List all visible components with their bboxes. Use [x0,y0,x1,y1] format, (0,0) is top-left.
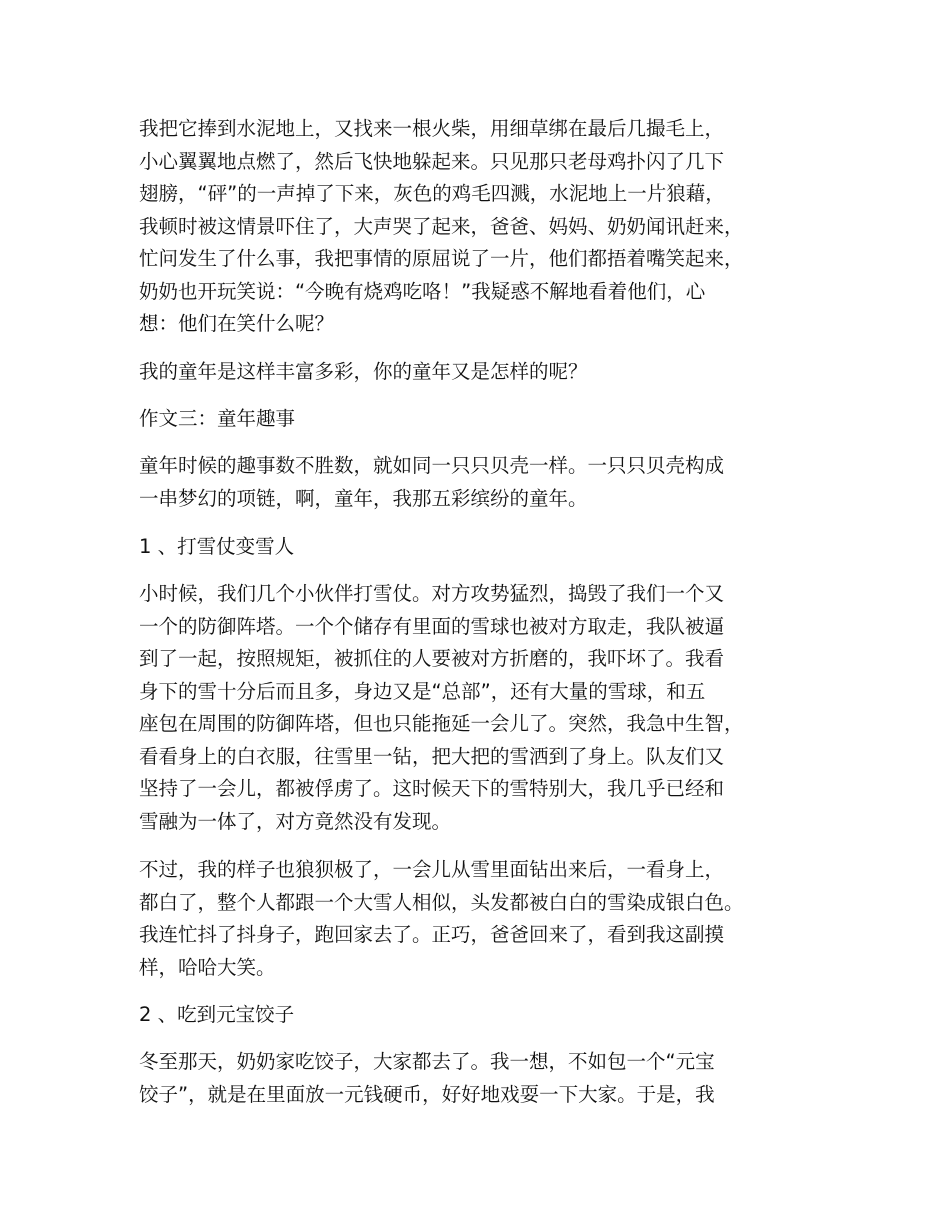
story-paragraph-hen: 我把它捧到水泥地上，又找来一根火柴，用细草绑在最后几撮毛上， 小心翼翼地点燃了，然后飞快地躲起来。只见那只老母鸡扑闪了几下 翅膀，“砰”的一声掉了下来，灰色的鸡毛四溅，水泥地上一片狼藉， 我顿时被这情景吓住了，大声哭了起来，爸爸、妈妈、奶奶闻讯赶来， 忙问发生了什么事，我把事情的原屈说了一片，他们都捂着嘴笑起来， 奶奶也开玩笑说：“今晚有烧鸡吃咯！”我疑惑不解地看着他们，心 想：他们在笑什么呢？ [139,117,744,335]
essay-title: 作文三：童年趣事 [139,407,296,430]
snowman-paragraph: 不过，我的样子也狼狈极了，一会儿从雪里面钻出来后，一看身上， 都白了，整个人都跟一个大雪人相似，头发都被白白的雪染成银白色。 我连忙抖了抖身子，跑回家去了。正巧，爸爸回来了，看到我这副摸 样，哈哈大笑。 [139,858,744,979]
dumpling-paragraph: 冬至那天，奶奶家吃饺子，大家都去了。我一想，不如包一个“元宝 饺子”，就是在里面放一元钱硬币，好好地戏耍一下大家。于是，我 [139,1050,715,1106]
snowball-paragraph: 小时候，我们几个小伙伴打雪仗。对方攻势猛烈，捣毁了我们一个又 一个的防御阵塔。一个个储存有里面的雪球也被对方取走，我队被逼 到了一起，按照规矩，被抓住的人要被对方折磨的，我吓坏了。我看 身下的雪十分后而且多，身边又是“总部”，还有大量的雪球，和五 座包在周围的防御阵塔，但也只能拖延一会儿了。突然，我急中生智， 看看身上的白衣服，往雪里一钻，把大把的雪洒到了身上。队友们又 坚持了一会儿，都被俘虏了。这时候天下的雪特别大，我几乎已经和 雪融为一体了，对方竟然没有发现。 [139,582,744,833]
intro-paragraph: 童年时候的趣事数不胜数，就如同一只只贝壳一样。一只只贝壳构成 一串梦幻的项链，啊，童年，我那五彩缤纷的童年。 [139,454,725,510]
closing-paragraph: 我的童年是这样丰富多彩，你的童年又是怎样的呢？ [139,360,588,383]
section-heading-2: 2 、吃到元宝饺子 [139,1003,295,1026]
section-heading-1: 1 、打雪仗变雪人 [139,535,295,558]
